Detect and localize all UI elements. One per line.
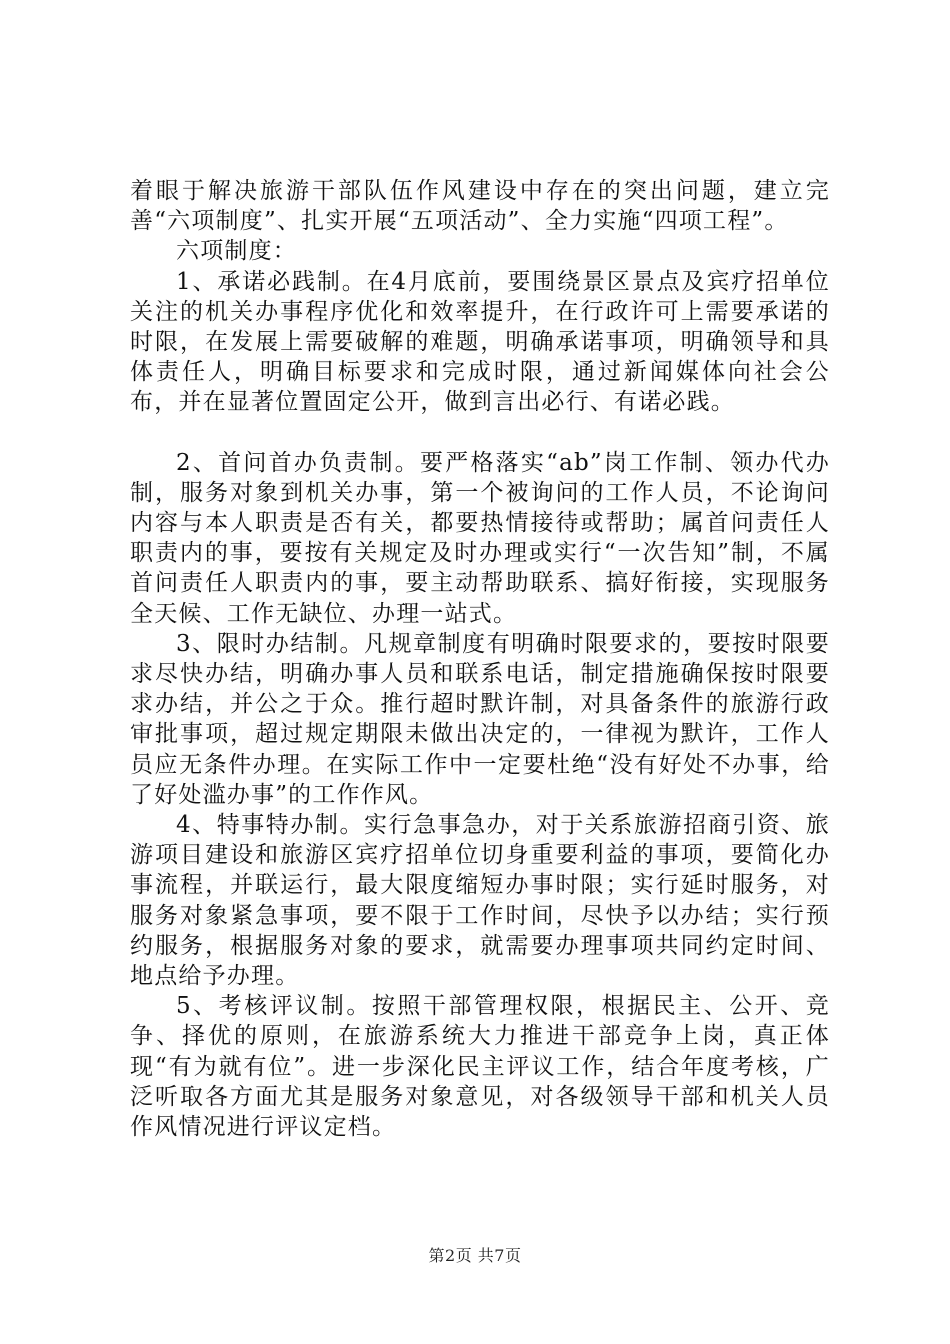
paragraph-system-4: 4、特事特办制。实行急事急办，对于关系旅游招商引资、旅游项目建设和旅游区宾疗招单位切身重要利益的事项，要简化办事流程，并联运行，最大限度缩短办事时限；实行延时服务，对服务对象紧急事项，要不限于工作时间，尽快予以办结；实行预约服务，根据服务对象的要求，就需要办理事项共同约定时间、地点给予办理。 bbox=[130, 812, 830, 990]
document-body bbox=[130, 176, 830, 1142]
paragraph-heading-six-systems: 六项制度： bbox=[176, 238, 297, 265]
paragraph-system-1: 1、承诺必践制。在4月底前，要围绕景区景点及宾疗招单位关注的机关办事程序优化和效率提升，在行政许可上需要承诺的时限，在发展上需要破解的难题，明确承诺事项，明确领导和具体责任人，明确目标要求和完成时限，通过新闻媒体向社会公布，并在显著位置固定公开，做到言出必行、有诺必践。 bbox=[130, 268, 830, 416]
paragraph-intro: 着眼于解决旅游干部队伍作风建设中存在的突出问题，建立完善“六项制度”、扎实开展“五项活动”、全力实施“四项工程”。 bbox=[130, 178, 830, 235]
page-footer: 第2页 共7页 bbox=[428, 1246, 522, 1265]
paragraph-system-5: 5、考核评议制。按照干部管理权限，根据民主、公开、竞争、择优的原则，在旅游系统大力推进干部竞争上岗，真正体现“有为就有位”。进一步深化民主评议工作，结合年度考核，广泛听取各方面尤其是服务对象意见，对各级领导干部和机关人员作风情况进行评议定档。 bbox=[130, 993, 830, 1141]
paragraph-system-3: 3、限时办结制。凡规章制度有明确时限要求的，要按时限要求尽快办结，明确办事人员和联系电话，制定措施确保按时限要求办结，并公之于众。推行超时默许制，对具备条件的旅游行政审批事项，超过规定期限未做出决定的，一律视为默许，工作人员应无条件办理。在实际工作中一定要杜绝“没有好处不办事，给了好处滥办事”的工作作风。 bbox=[130, 630, 830, 808]
paragraph-system-2: 2、首问首办负责制。要严格落实“ab”岗工作制、领办代办制，服务对象到机关办事，第一个被询问的工作人员，不论询问内容与本人职责是否有关，都要热情接待或帮助；属首问责任人职责内的事，要按有关规定及时办理或实行“一次告知”制，不属首问责任人职责内的事，要主动帮助联系、搞好衔接，实现服务全天候、工作无缺位、办理一站式。 bbox=[130, 449, 830, 627]
